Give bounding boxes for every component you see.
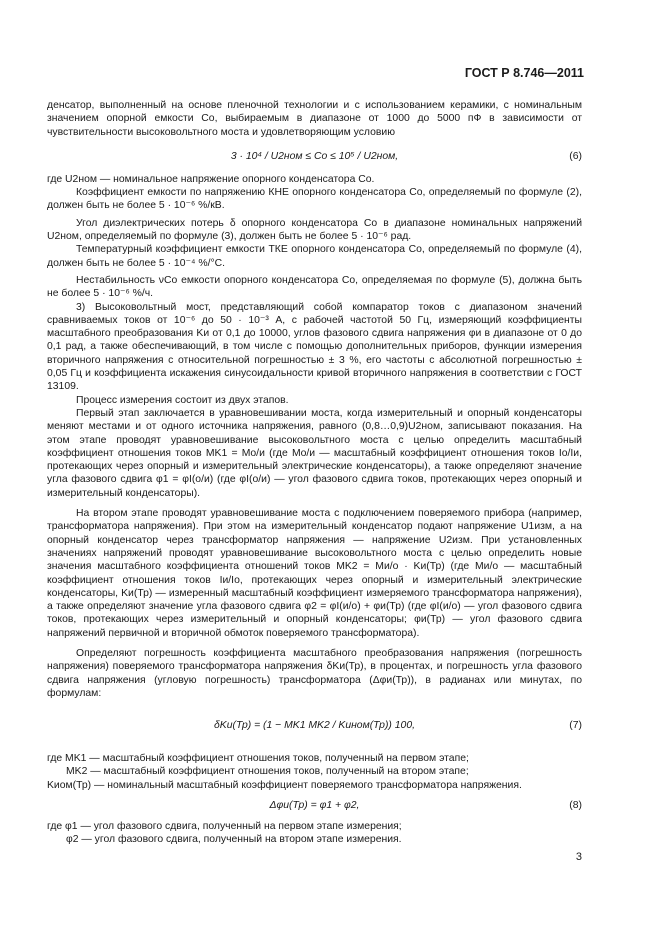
equation: 3 · 10⁴ / U2ном ≤ Cо ≤ 10⁵ / U2ном, xyxy=(230,150,399,162)
paragraph: Определяют погрешность коэффициента масштабного преобразования напряжения (погрешность напряжения) поверяемого трансформатора напряжения δKи(Тр), в процентах, и погрешность угла фазового сдвига напряжения (угловую погрешность) трансформатора (Δφи(Тр)), в радианах или минутах, по формулам: xyxy=(47,647,582,699)
equation: δKи(Тр) = (1 − MK1 MK2 / Kином(Тр)) 100, xyxy=(214,720,415,732)
paragraph: Угол диэлектрических потерь δ опорного конденсатора Cо в диапазоне номинальных напряжений U2ном, определяемый по формуле (3), должен быть не более 5 · 10⁻⁶ рад. xyxy=(47,217,582,243)
equation-number: (6) xyxy=(569,150,582,162)
paragraph: На втором этапе проводят уравновешивание моста с подключением поверяемого прибора (например, трансформатора напряжения). При этом на измерительный конденсатор подают напряжение U1изм, а на опорный конденсатор через трансформатор напряжения — напряжение U2изм. При установленных значениях напряжений проводят уравновешивание высоковольтного моста с целью определить новые значения масштабного коэффициента отношений токов MK2 = Mи/о · Kи(Тр) (где Mи/о — масштабный коэффициент отношения токов Iи/Iо, протекающих через опорный и измерительный электрические конденсаторы, Kи(Тр) — измеренный масштабный коэффициент измеряемого трансформатора напряжения), а также определяют значение угла фазового сдвига φ2 = φI(и/о) + φи(Тр) (где φI(и/о) — угол фазового сдвига токов, протекающих через измерительный и опорный конденсаторы; φи(Тр) — угол фазового сдвига напряжений первичной и вторичной обмоток поверяемого трансформатора). xyxy=(47,508,582,639)
paragraph: Коэффициент емкости по напряжению КНЕ опорного конденсатора Cо, определяемый по формуле (2), должен быть не более 5 · 10⁻⁶ %/кВ. xyxy=(47,187,582,212)
equation-number: (8) xyxy=(569,800,582,812)
definition-item: где φ1 — угол фазового сдвига, полученный на первом этапе измерения; xyxy=(47,821,402,833)
equation-row xyxy=(47,796,582,816)
paragraph: Первый этап заключается в уравновешивании моста, когда измерительный и опорный конденсаторы меняют местами и от одного источника напряжения, равного (0,8…0,9)U2ном, записывают показания. На этом этапе проводят уравновешивание высоковольтного моста с целью определить масштабный коэффициент отношения токов MK1 = Mо/и (где Mо/и — масштабный коэффициент отношения токов Iо/Iи, протекающих через опорный и измерительный электрические конденсаторы), а также определяют значение угла фазового сдвига φ1 = φI(о/и) (где φI(о/и) — угол фазового сдвига токов, протекающих через опорный и измерительный конденсаторы). xyxy=(47,407,582,499)
document-header: ГОСТ Р 8.746—2011 xyxy=(464,66,584,80)
paragraph: Процесс измерения состоит из двух этапов. xyxy=(76,394,289,406)
page-number: 3 xyxy=(575,851,582,863)
paragraph: 3) Высоковольтный мост, представляющий собой компаратор токов с диапазоном значений сравниваемых токов от 10⁻⁶ до 50 · 10⁻³ А, с рабочей частотой 50 Гц, измеряющий коэффициенты масштабного преобразования Kи от 0,1 до 10000, углов фазового сдвига напряжения φи в диапазоне от 0 до 0,1 рад, а также обеспечивающий, в том числе с помощью дополнительных приборов, функции измерения вторичного напряжения с относительной погрешностью ± 3 %, его частоты с абсолютной погрешностью ± 0,05 Гц и коэффициента искажения синусоидальности кривой вторичного напряжения в соответствии с ГОСТ 13109. xyxy=(47,301,582,393)
definition-item: Kиом(Тр) — номинальный масштабный коэффициент поверяемого трансформатора напряжения. xyxy=(47,779,522,791)
paragraph: Нестабильность νCо емкости опорного конденсатора Cо, определяемая по формуле (5), должна быть не более 5 · 10⁻⁶ %/ч. xyxy=(47,274,582,300)
page-body xyxy=(47,99,582,847)
paragraph: Температурный коэффициент емкости ТКЕ опорного конденсатора Cо, определяемый по формуле (4), должен быть не более 5 · 10⁻⁴ %/°С. xyxy=(47,244,582,269)
equation-row xyxy=(47,143,582,169)
equation-number: (7) xyxy=(569,720,582,732)
definition-item: MK2 — масштабный коэффициент отношения токов, полученный на втором этапе; xyxy=(66,766,469,778)
equation-row xyxy=(47,704,582,748)
definitions-list xyxy=(47,752,582,792)
paragraph: где U2ном — номинальное напряжение опорного конденсатора Cо. xyxy=(47,173,375,185)
paragraph: денсатор, выполненный на основе пленочной технологии и с использованием керамики, с номинальным значением опорной емкости Cо, выбираемым в диапазоне от 1000 до 5000 пФ в зависимости от чувствительности высоковольтного моста и удовлетворяющим условию xyxy=(47,100,582,138)
definition-item: где MK1 — масштабный коэффициент отношения токов, полученный на первом этапе; xyxy=(47,753,469,765)
definitions-list xyxy=(47,820,582,847)
definition-item: φ2 — угол фазового сдвига, полученный на втором этапе измерения. xyxy=(66,834,402,846)
equation: Δφи(Тр) = φ1 + φ2, xyxy=(269,800,360,812)
